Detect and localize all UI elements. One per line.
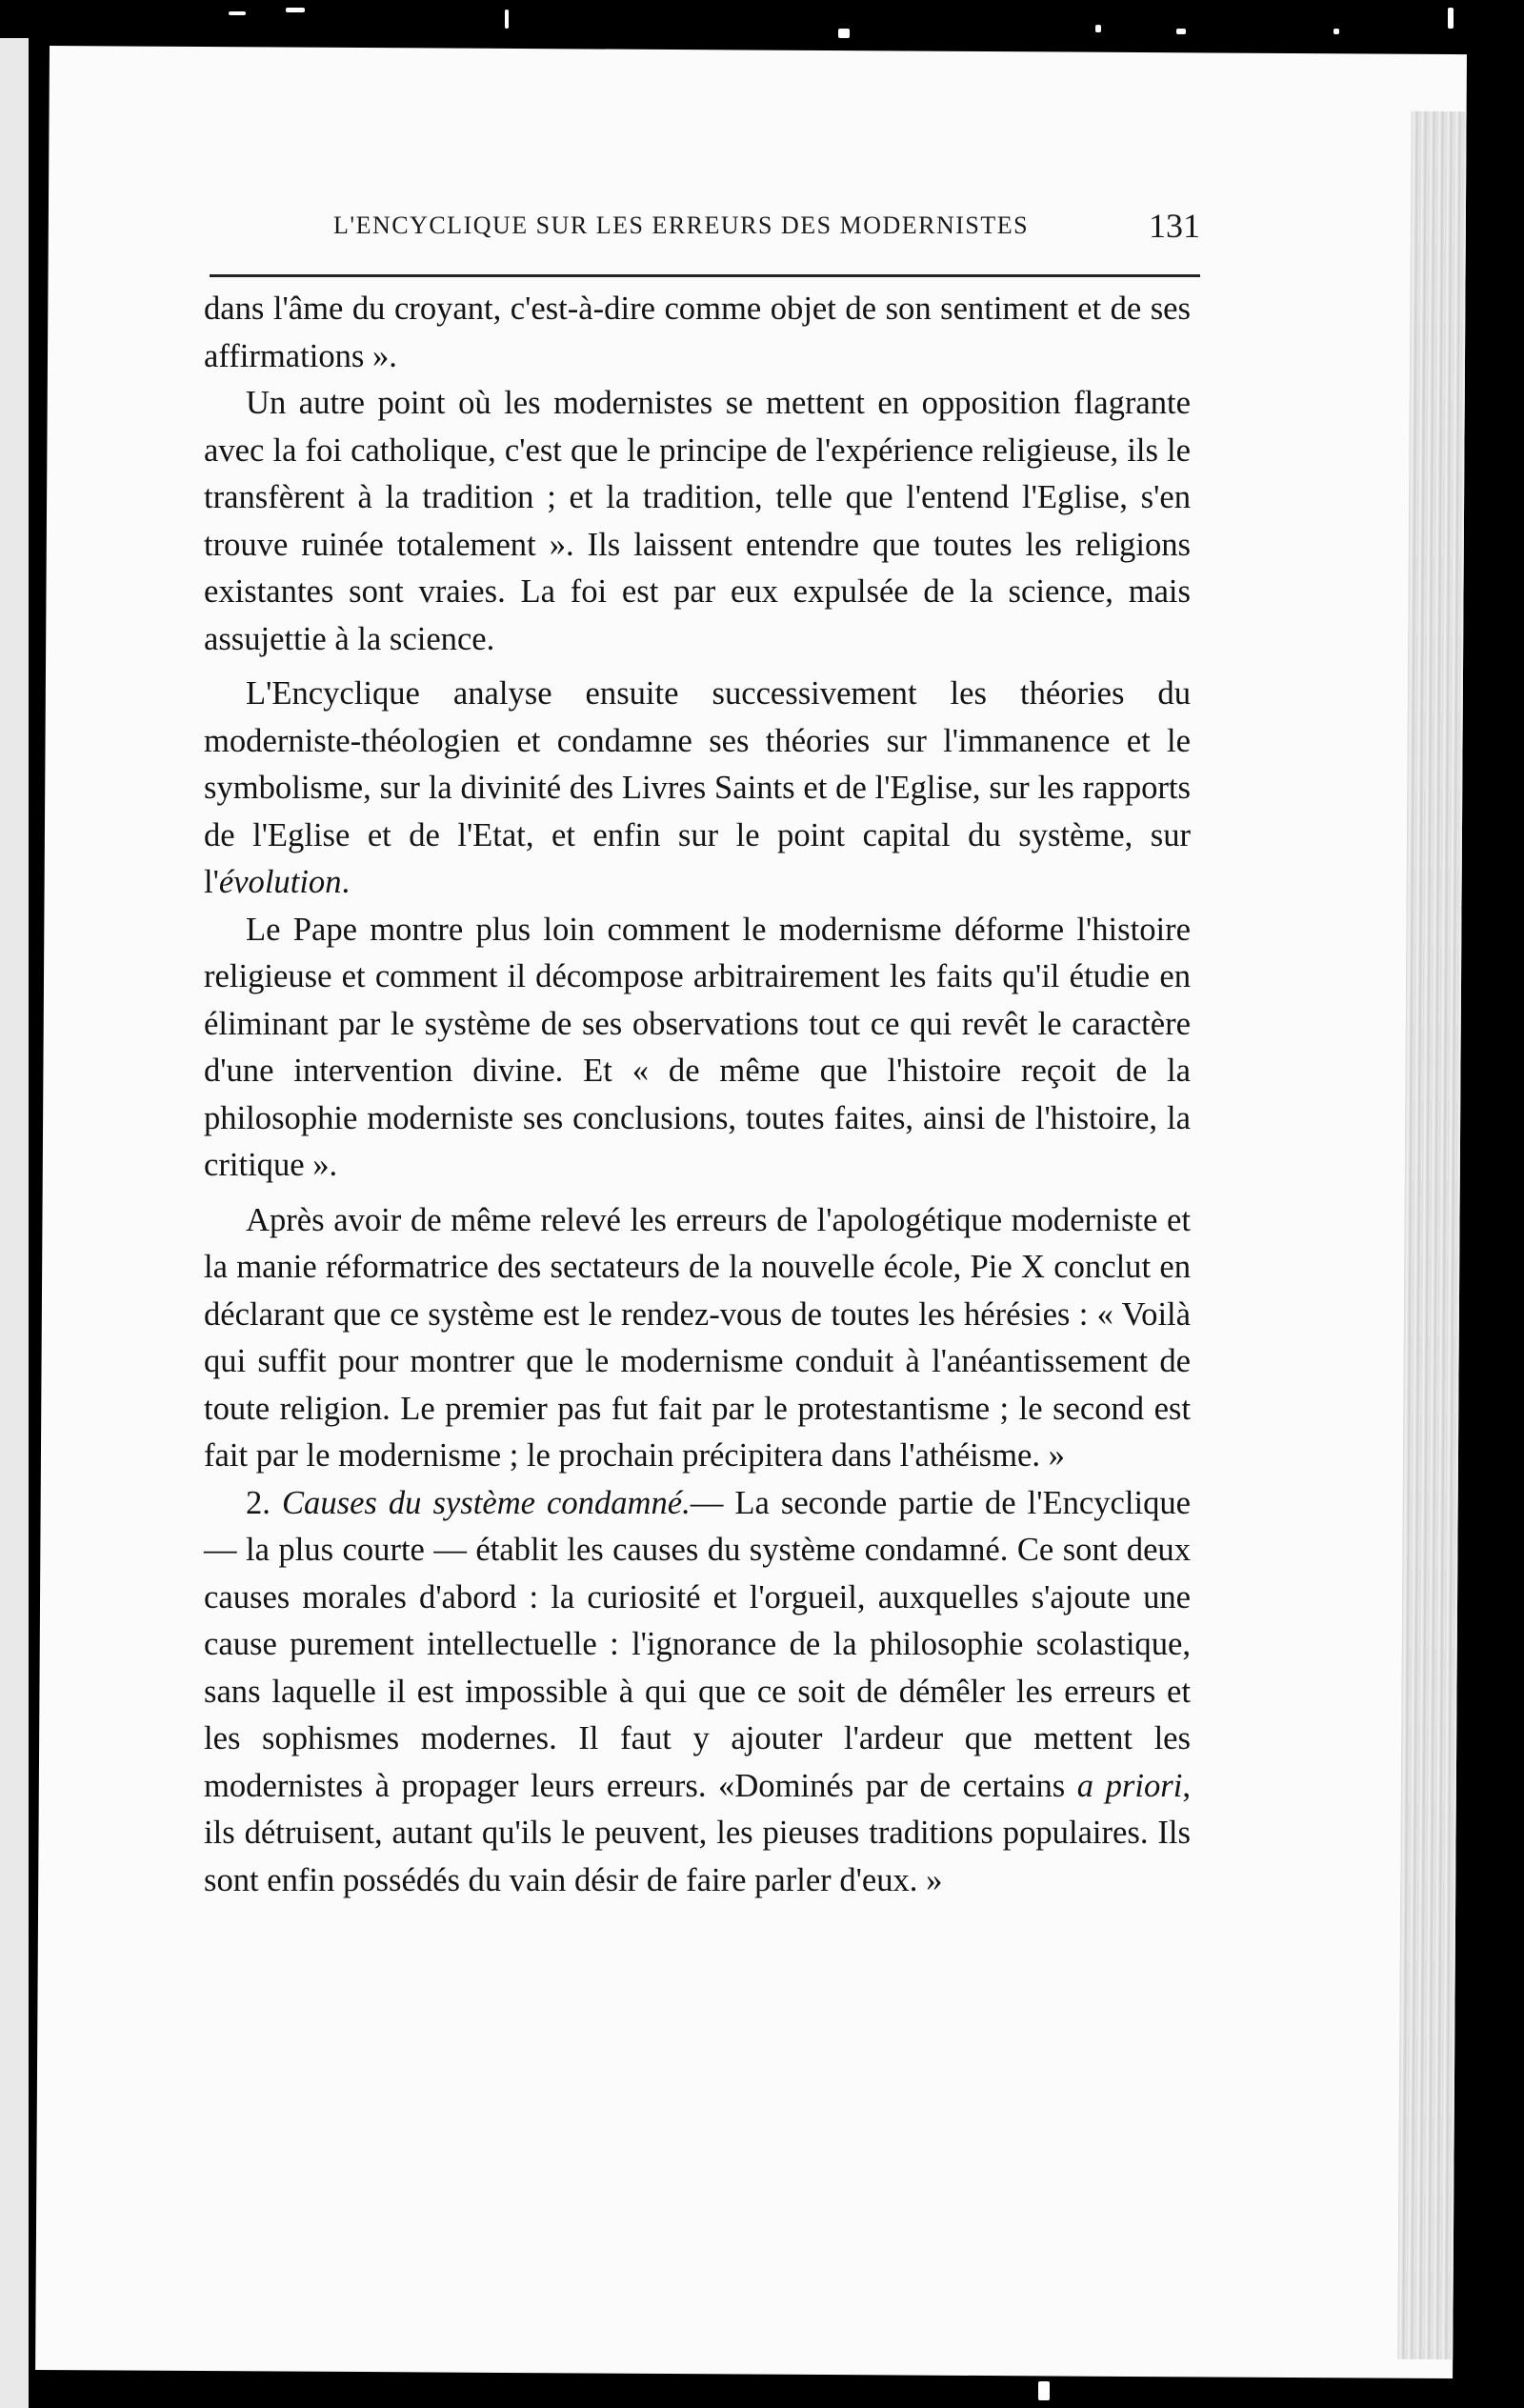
- paragraph-text: Après avoir de même relevé les erreurs de l'apologétique moderniste et la manie réformatrice des sectateurs de la nouvelle école, Pie X conclut en déclarant que ce système est le rendez-vous de toutes les hérésies : « Voilà qui suffit pour montrer que le modernisme conduit à l'anéantissement de toute religion. Le premier pas fut fait par le protestantisme ; le second est fait par le modernisme ; le prochain précipitera dans l'athéisme. »: [204, 1201, 1191, 1474]
- header-rule: [210, 274, 1200, 277]
- paragraph-encyclique-analyse: [204, 671, 1191, 907]
- running-header-title: L'ENCYCLIQUE SUR LES ERREURS DES MODERNISTES: [333, 211, 1030, 239]
- paragraph-histoire: [204, 907, 1191, 1190]
- italic-term: a priori: [1076, 1767, 1183, 1804]
- paragraph-tradition: [204, 380, 1191, 663]
- page-edge-stack: [1397, 111, 1466, 2359]
- facing-page-edge: [0, 38, 29, 2408]
- section-title: Causes du système condamné.: [281, 1484, 691, 1521]
- paragraph-text: dans l'âme du croyant, c'est-à-dire comme objet de son sentiment et de ses affirmations ».: [204, 291, 1191, 374]
- paragraph-causes: [204, 1480, 1191, 1905]
- paragraph-text: , ils détruisent, autant qu'ils le peuvent, les pieuses traditions populaires. Ils sont enfin possédés du vain désir de faire parler d'eux. »: [204, 1767, 1192, 1898]
- italic-term: évolution: [218, 864, 342, 900]
- paragraph-text: L'Encyclique analyse ensuite successivement les théories du moderniste-théologien et condamne ses théories sur l'immanence et le symbolisme, sur la divinité des Livres Saints et de l'Eglise, sur les rapports de l'Eglise et de l'Etat, et enfin sur le point capital du système, sur l': [204, 675, 1191, 900]
- paragraph-continuation: [204, 286, 1191, 380]
- paragraph-text: — La seconde partie de l'Encyclique — la plus courte — établit les causes du système condamné. Ce sont deux causes morales d'abord : la curiosité et l'orgueil, auxquelles s'ajoute une cause purement intellectuelle : l'ignorance de la philosophie scolastique, sans laquelle il est impossible à qui que ce soit de démêler les erreurs et les sophismes modernes. Il faut y ajouter l'ardeur que mettent les modernistes à propager leurs erreurs. «Dominés par de certains: [204, 1484, 1192, 1804]
- paragraph-text: Un autre point où les modernistes se mettent en opposition flagrante avec la foi catholique, c'est que le principe de l'expérience religieuse, ils le transfèrent à la tradition ; et la tradition, telle que l'entend l'Eglise, s'en trouve ruinée totalement ». Ils laissent entendre que toutes les religions existantes sont vraies. La foi est par eux expulsée de la science, mais assujettie à la science.: [204, 385, 1191, 657]
- paragraph-text: .: [341, 864, 351, 900]
- paragraph-heresies: [204, 1197, 1191, 1480]
- page-number: 131: [1149, 207, 1200, 245]
- paragraph-text: Le Pape montre plus loin comment le modernisme déforme l'histoire religieuse et comment il décompose arbitrairement les faits qu'il étudie en éliminant par le système de ses observations tout ce qui revêt le caractère d'une intervention divine. Et « de même que l'histoire reçoit de la philosophie moderniste ses conclusions, toutes faites, ainsi de l'histoire, la critique ».: [204, 911, 1191, 1183]
- running-header: [210, 200, 1200, 253]
- section-number: 2.: [246, 1484, 271, 1521]
- body-text: [204, 286, 1191, 1904]
